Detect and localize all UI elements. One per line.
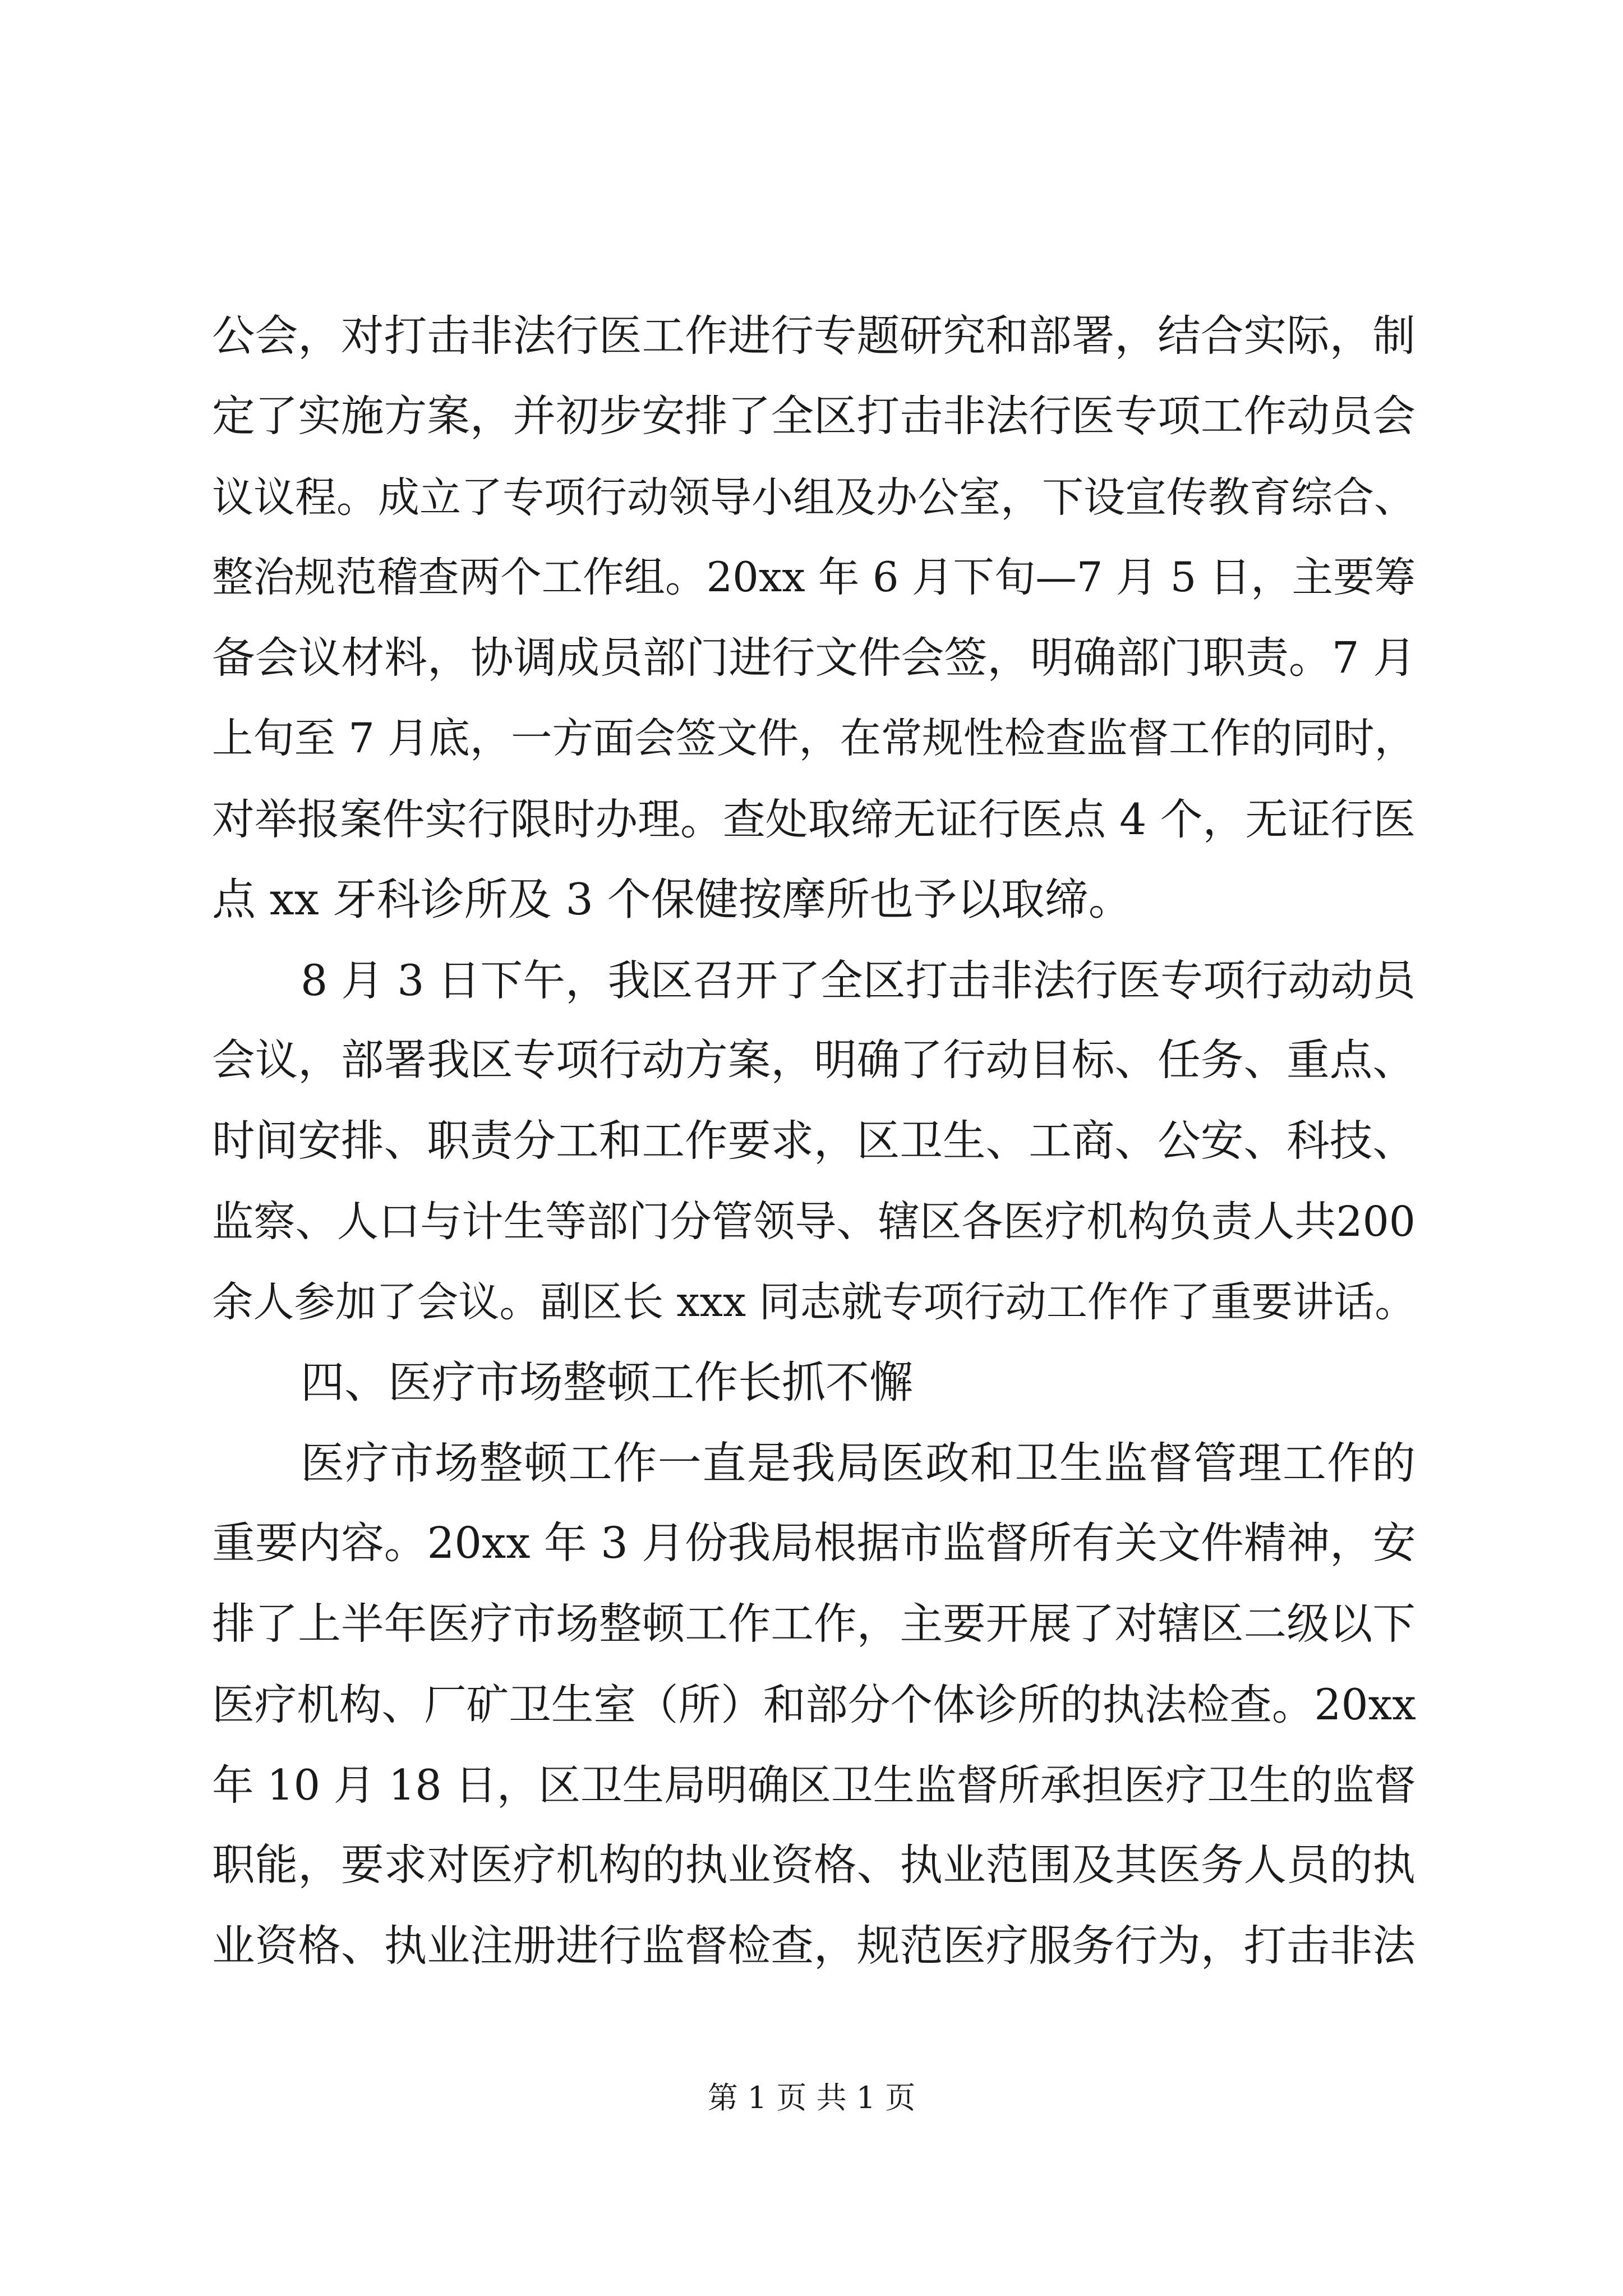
text-line: 排了上半年医疗市场整顿工作工作，主要开展了对辖区二级以下 bbox=[212, 1599, 1415, 1649]
text-line: 重要内容。20xx 年 3 月份我局根据市监督所有关文件精神，安 bbox=[212, 1519, 1416, 1568]
text-line: 议议程。成立了专项行动领导小组及办公室，下设宣传教育综合、 bbox=[212, 473, 1415, 522]
text-line: 职能，要求对医疗机构的执业资格、执业范围及其医务人员的执 bbox=[212, 1841, 1415, 1890]
section-heading: 四、医疗市场整顿工作长抓不懈 bbox=[301, 1358, 914, 1408]
text-line: 上旬至 7 月底，一方面会签文件，在常规性检查监督工作的同时， bbox=[212, 715, 1415, 762]
text-line: 会议，部署我区专项行动方案，明确了行动目标、任务、重点、 bbox=[212, 1036, 1415, 1085]
text-line: 备会议材料，协调成员部门进行文件会签，明确部门职责。7 月 bbox=[212, 633, 1416, 683]
text-line: 点 xx 牙科诊所及 3 个保健按摩所也予以取缔。 bbox=[212, 875, 1132, 925]
paragraph-first-line: 医疗市场整顿工作一直是我局医政和卫生监督管理工作的 bbox=[301, 1438, 1415, 1489]
text-line: 定了实施方案，并初步安排了全区打击非法行医专项工作动员会 bbox=[212, 392, 1415, 441]
text-line: 余人参加了会议。副区长 xxx 同志就专项行动工作作了重要讲话。 bbox=[212, 1278, 1416, 1326]
text-line: 对举报案件实行限时办理。查处取缔无证行医点 4 个，无证行医 bbox=[212, 795, 1415, 844]
text-line: 监察、人口与计生等部门分管领导、辖区各医疗机构负责人共200 bbox=[212, 1198, 1415, 1246]
page-number-footer: 第 1 页 共 1 页 bbox=[707, 2080, 916, 2115]
text-line: 公会，对打击非法行医工作进行专题研究和部署，结合实际，制 bbox=[212, 311, 1415, 361]
text-line: 年 10 月 18 日，区卫生局明确区卫生监督所承担医疗卫生的监督 bbox=[212, 1761, 1416, 1810]
paragraph-first-line: 8 月 3 日下午，我区召开了全区打击非法行医专项行动动员 bbox=[301, 956, 1415, 1005]
text-line: 时间安排、职责分工和工作要求，区卫生、工商、公安、科技、 bbox=[212, 1116, 1415, 1166]
text-line: 医疗机构、厂矿卫生室（所）和部分个体诊所的执法检查。20xx bbox=[212, 1680, 1416, 1729]
text-line: 业资格、执业注册进行监督检查，规范医疗服务行为，打击非法 bbox=[212, 1921, 1415, 1971]
text-line: 整治规范稽查两个工作组。20xx 年 6 月下旬—7 月 5 日，主要筹 bbox=[212, 554, 1415, 601]
